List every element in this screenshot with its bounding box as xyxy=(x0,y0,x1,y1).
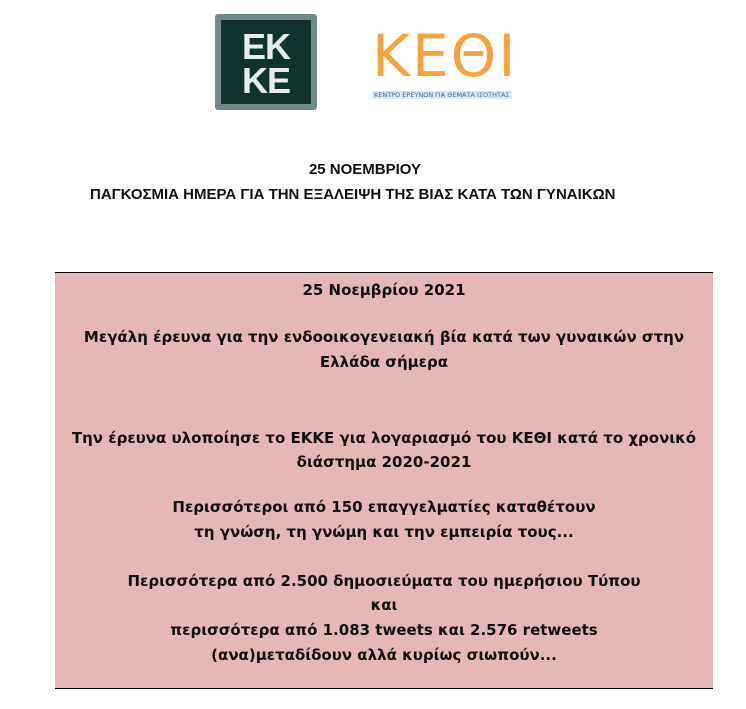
kethi-subtitle: ΚΕΝΤΡΟ ΕΡΕΥΝΩΝ ΓΙΑ ΘΕΜΑΤΑ ΙΣΟΤΗΤΑΣ xyxy=(374,91,510,99)
date: 25 Νοεμβρίου 2021 xyxy=(302,281,466,299)
paragraph-3-line-2: και xyxy=(370,596,398,614)
title-line-1: Μεγάλη έρευνα για την ενδοοικογενειακή βία κατά των γυναικών στην xyxy=(83,328,685,346)
paragraph-1-line-2: διάστημα 2020-2021 xyxy=(296,453,472,471)
paragraph-3-line-1: Περισσότερα από 2.500 δημοσιεύματα του ημερήσιου Τύπου xyxy=(127,572,641,590)
paragraph-2-line-2: τη γνώση, τη γνώμη και την εμπειρία τους... xyxy=(194,523,574,541)
header-title: ΠΑΓΚΟΣΜΙΑ ΗΜΕΡΑ ΓΙΑ ΤΗΝ ΕΞΑΛΕΙΨΗ ΤΗΣ ΒΙΑΣ ΚΑΤΑ ΤΩΝ ΓΥΝΑΙΚΩΝ xyxy=(90,186,616,203)
paragraph-2-line-1: Περισσότεροι από 150 επαγγελματίες καταθέτουν xyxy=(172,498,596,516)
announcement-box xyxy=(55,272,713,689)
paragraph-3-line-4: (ανα)μεταδίδουν αλλά κυρίως σιωπούν... xyxy=(211,646,557,664)
title-line-2: Ελλάδα σήμερα xyxy=(319,353,449,371)
paragraph-3-line-3: περισσότερα από 1.083 tweets και 2.576 retweets xyxy=(170,621,598,639)
kethi-logo: ΚΕΘΙ ΚΕΝΤΡΟ ΕΡΕΥΝΩΝ ΓΙΑ ΘΕΜΑΤΑ ΙΣΟΤΗΤΑΣ xyxy=(372,22,518,99)
paragraph-1-line-1: Την έρευνα υλοποίησε το ΕΚΚΕ για λογαριασμό του ΚΕΘΙ κατά το χρονικό xyxy=(71,429,697,447)
ekke-logo: ΕΚ ΚΕ xyxy=(215,14,317,110)
header-date: 25 ΝΟΕΜΒΡΙΟΥ xyxy=(308,161,422,178)
